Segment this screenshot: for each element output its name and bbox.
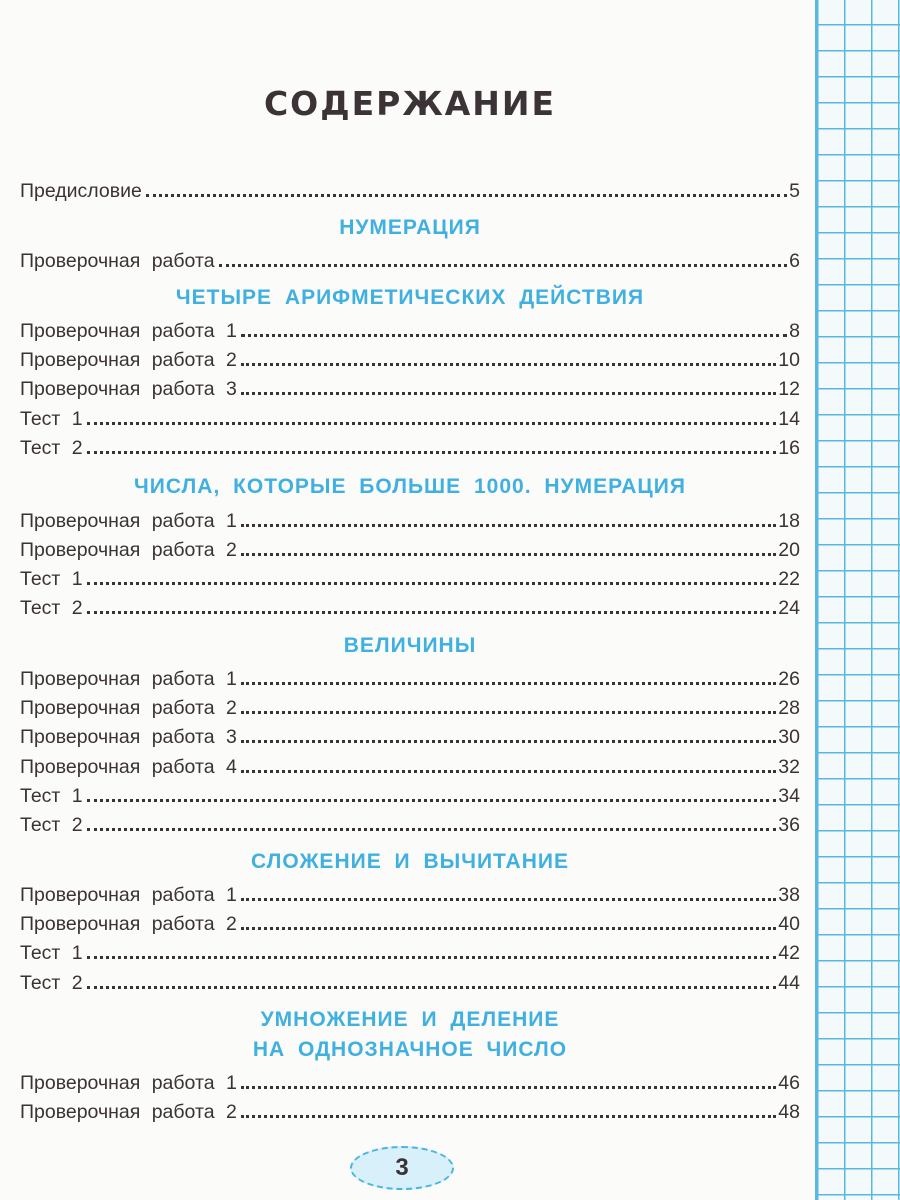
toc-entry-page: 48 xyxy=(778,1101,800,1123)
dot-leader xyxy=(241,1115,776,1118)
page-number: 3 xyxy=(395,1154,409,1181)
dot-leader xyxy=(87,451,777,454)
toc-entry-page: 32 xyxy=(778,756,800,778)
toc-entry[interactable] xyxy=(20,808,800,836)
dot-leader xyxy=(87,986,777,989)
toc-entry-label: Проверочная работа xyxy=(20,250,215,272)
dot-leader xyxy=(241,711,776,714)
toc-entry-page: 16 xyxy=(778,437,800,459)
toc-entry-label: Проверочная работа 3 xyxy=(20,726,237,748)
dot-leader xyxy=(241,770,776,773)
toc-entry-label: Предисловие xyxy=(20,180,142,202)
toc-entry-page: 38 xyxy=(778,884,800,906)
toc-entry-label: Тест 1 xyxy=(20,785,83,807)
toc-entry-label: Проверочная работа 4 xyxy=(20,756,237,778)
dot-leader xyxy=(241,392,776,395)
dot-leader xyxy=(87,956,777,959)
toc-entry[interactable] xyxy=(20,691,800,719)
toc-entry-label: Проверочная работа 2 xyxy=(20,349,237,371)
toc-entry-label: Тест 2 xyxy=(20,597,83,619)
toc-entry[interactable] xyxy=(20,343,800,371)
toc-entry-preface[interactable] xyxy=(20,174,800,202)
toc-entry[interactable] xyxy=(20,504,800,532)
toc-entry-page: 10 xyxy=(778,349,800,371)
toc-entry-page: 30 xyxy=(778,726,800,748)
toc-entry[interactable] xyxy=(20,372,800,400)
section-heading-line2: НА ОДНОЗНАЧНОЕ ЧИСЛО xyxy=(252,1038,568,1061)
toc-entry-label: Проверочная работа 1 xyxy=(20,1072,237,1094)
graph-paper-margin xyxy=(815,0,900,1200)
toc-entry-label: Проверочная работа 3 xyxy=(20,378,237,400)
toc-entry-page: 12 xyxy=(778,378,800,400)
toc-entry-label: Тест 2 xyxy=(20,972,83,994)
dot-leader xyxy=(241,740,776,743)
dot-leader xyxy=(87,422,777,425)
section-heading: УМНОЖЕНИЕ И ДЕЛЕНИЕ xyxy=(260,1008,560,1031)
toc-entry-label: Тест 1 xyxy=(20,942,83,964)
toc-entry-label: Тест 2 xyxy=(20,814,83,836)
dot-leader xyxy=(87,611,777,614)
toc-entry[interactable] xyxy=(20,402,800,430)
toc-entry[interactable] xyxy=(20,431,800,459)
toc-entry[interactable] xyxy=(20,244,800,272)
section-heading: НУМЕРАЦИЯ xyxy=(339,216,481,239)
toc-entry[interactable] xyxy=(20,936,800,964)
toc-entry[interactable] xyxy=(20,907,800,935)
toc-entry-page: 5 xyxy=(789,180,800,202)
toc-entry-page: 44 xyxy=(778,972,800,994)
section-heading: ЧЕТЫРЕ АРИФМЕТИЧЕСКИХ ДЕЙСТВИЯ xyxy=(175,286,645,309)
dot-leader xyxy=(219,264,788,267)
toc-entry-label: Проверочная работа 2 xyxy=(20,1101,237,1123)
toc-entry-page: 46 xyxy=(778,1072,800,1094)
toc-entry[interactable] xyxy=(20,878,800,906)
toc-entry-page: 28 xyxy=(778,697,800,719)
toc-entry-page: 36 xyxy=(778,814,800,836)
dot-leader xyxy=(241,553,776,556)
toc-entry[interactable] xyxy=(20,591,800,619)
page-title: СОДЕРЖАНИЕ xyxy=(263,84,557,123)
toc-entry[interactable] xyxy=(20,779,800,807)
toc-entry-label: Проверочная работа 1 xyxy=(20,510,237,532)
toc-entry-page: 6 xyxy=(789,250,800,272)
toc-entry-page: 34 xyxy=(778,785,800,807)
toc-entry[interactable] xyxy=(20,314,800,342)
dot-leader xyxy=(241,524,776,527)
dot-leader xyxy=(87,799,777,802)
toc-entry-page: 8 xyxy=(789,320,800,342)
section-heading: СЛОЖЕНИЕ И ВЫЧИТАНИЕ xyxy=(251,850,569,873)
dot-leader xyxy=(87,828,777,831)
toc-entry-label: Тест 1 xyxy=(20,568,83,590)
dot-leader xyxy=(241,898,776,901)
toc-entry-label: Проверочная работа 2 xyxy=(20,913,237,935)
toc-entry[interactable] xyxy=(20,562,800,590)
dot-leader xyxy=(241,1086,776,1089)
toc-entry[interactable] xyxy=(20,966,800,994)
toc-entry-page: 18 xyxy=(778,510,800,532)
toc-entry-label: Тест 1 xyxy=(20,408,83,430)
toc-entry[interactable] xyxy=(20,533,800,561)
toc-entry[interactable] xyxy=(20,1066,800,1094)
toc-entry-page: 14 xyxy=(778,408,800,430)
toc-entry-page: 20 xyxy=(778,539,800,561)
toc-entry-label: Тест 2 xyxy=(20,437,83,459)
toc-entry[interactable] xyxy=(20,720,800,748)
toc-entry-page: 42 xyxy=(778,942,800,964)
dot-leader xyxy=(241,682,776,685)
toc-entry[interactable] xyxy=(20,750,800,778)
dot-leader xyxy=(146,194,787,197)
dot-leader xyxy=(241,334,787,337)
dot-leader xyxy=(241,927,776,930)
toc-entry-page: 40 xyxy=(778,913,800,935)
toc-entry-label: Проверочная работа 2 xyxy=(20,697,237,719)
toc-entry[interactable] xyxy=(20,1095,800,1123)
section-heading: ЧИСЛА, КОТОРЫЕ БОЛЬШЕ 1000. НУМЕРАЦИЯ xyxy=(134,475,686,498)
toc-entry-label: Проверочная работа 1 xyxy=(20,668,237,690)
toc-entry[interactable] xyxy=(20,662,800,690)
toc-entry-page: 24 xyxy=(778,597,800,619)
toc-entry-label: Проверочная работа 2 xyxy=(20,539,237,561)
toc-entry-page: 26 xyxy=(778,668,800,690)
toc-entry-label: Проверочная работа 1 xyxy=(20,320,237,342)
page-number-badge xyxy=(350,1146,454,1190)
dot-leader xyxy=(241,363,776,366)
section-heading: ВЕЛИЧИНЫ xyxy=(343,634,477,657)
dot-leader xyxy=(87,582,777,585)
toc-entry-page: 22 xyxy=(778,568,800,590)
toc-entry-label: Проверочная работа 1 xyxy=(20,884,237,906)
